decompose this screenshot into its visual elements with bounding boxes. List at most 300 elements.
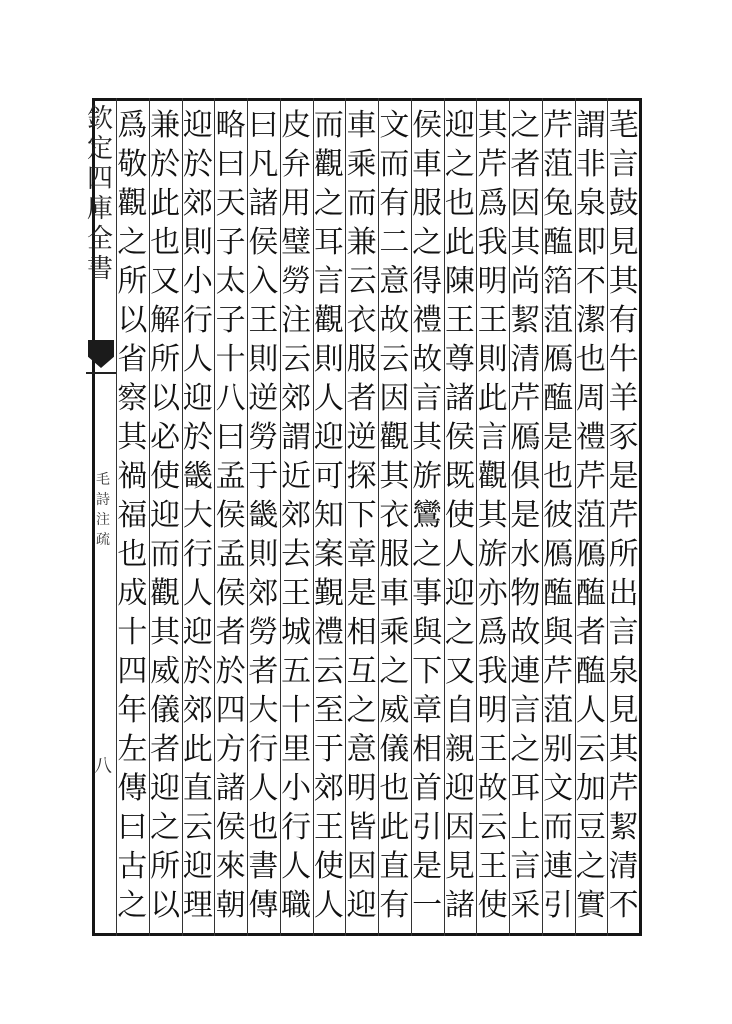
text-char: 明 bbox=[477, 264, 508, 299]
text-char: 小 bbox=[182, 264, 213, 299]
text-char: 不 bbox=[608, 888, 639, 923]
text-char: 車 bbox=[346, 108, 377, 143]
text-char: 亦 bbox=[477, 576, 508, 611]
text-char: 醢 bbox=[543, 576, 574, 611]
text-char: 十 bbox=[215, 342, 246, 377]
text-char: 郊 bbox=[182, 186, 213, 221]
text-char: 者 bbox=[346, 381, 377, 416]
text-char: 互 bbox=[346, 654, 377, 689]
text-char: 泉 bbox=[575, 186, 606, 221]
text-char: 醢 bbox=[543, 381, 574, 416]
text-char: 是 bbox=[346, 576, 377, 611]
text-char: 相 bbox=[346, 615, 377, 650]
text-char: 則 bbox=[182, 225, 213, 260]
chapter-label bbox=[92, 470, 114, 560]
text-char: 侯 bbox=[444, 420, 475, 455]
text-char: 有 bbox=[379, 888, 410, 923]
text-char: 迎 bbox=[182, 381, 213, 416]
text-char: 禮 bbox=[575, 420, 606, 455]
text-char: 尚 bbox=[510, 264, 541, 299]
text-char: 箔 bbox=[543, 264, 574, 299]
text-char: 勞 bbox=[281, 264, 312, 299]
text-char: 首 bbox=[412, 771, 443, 806]
text-char: 菹 bbox=[543, 147, 574, 182]
text-char: 因 bbox=[510, 186, 541, 221]
text-char: 衣 bbox=[379, 498, 410, 533]
text-char: 芹 bbox=[608, 771, 639, 806]
text-char: 皆 bbox=[346, 810, 377, 845]
text-char: 行 bbox=[182, 303, 213, 338]
text-char: 其 bbox=[608, 264, 639, 299]
text-char: 因 bbox=[379, 381, 410, 416]
text-char: 意 bbox=[379, 264, 410, 299]
text-char: 人 bbox=[281, 849, 312, 884]
text-char: 鼓 bbox=[608, 186, 639, 221]
text-char: 而 bbox=[313, 108, 344, 143]
text-char: 者 bbox=[150, 732, 181, 767]
text-char: 曰 bbox=[215, 147, 246, 182]
text-char: 人 bbox=[575, 693, 606, 728]
text-char: 鴈 bbox=[575, 537, 606, 572]
text-char: 云 bbox=[575, 732, 606, 767]
text-char: 此 bbox=[150, 186, 181, 221]
text-char: 清 bbox=[510, 342, 541, 377]
text-char: 勞 bbox=[248, 420, 279, 455]
text-char: 直 bbox=[182, 771, 213, 806]
text-char: 略 bbox=[215, 108, 246, 143]
text-char: 王 bbox=[248, 303, 279, 338]
text-char: 十 bbox=[281, 693, 312, 728]
text-char: 衣 bbox=[346, 303, 377, 338]
text-char: 人 bbox=[182, 342, 213, 377]
text-char: 章 bbox=[412, 693, 443, 728]
text-char: 是 bbox=[608, 459, 639, 494]
text-char: 也 bbox=[117, 537, 148, 572]
heading-char: 書 bbox=[86, 254, 113, 284]
text-char: 此 bbox=[477, 381, 508, 416]
text-char: 里 bbox=[281, 732, 312, 767]
text-char: 豕 bbox=[608, 420, 639, 455]
text-char: 行 bbox=[182, 537, 213, 572]
text-char: 鴈 bbox=[510, 420, 541, 455]
text-char: 下 bbox=[346, 498, 377, 533]
heading-char: 定 bbox=[86, 134, 113, 164]
text-column bbox=[180, 106, 216, 926]
text-char: 乘 bbox=[346, 147, 377, 182]
text-char: 年 bbox=[117, 693, 148, 728]
text-char: 陳 bbox=[444, 264, 475, 299]
text-char: 子 bbox=[215, 303, 246, 338]
text-char: 之 bbox=[117, 225, 148, 260]
text-char: 謂 bbox=[575, 108, 606, 143]
text-char: 爲 bbox=[477, 186, 508, 221]
text-char: 也 bbox=[150, 225, 181, 260]
text-column bbox=[507, 106, 543, 926]
text-char: 芹 bbox=[477, 147, 508, 182]
text-char: 出 bbox=[608, 576, 639, 611]
text-char: 實 bbox=[575, 888, 606, 923]
text-char: 故 bbox=[510, 615, 541, 650]
text-column bbox=[114, 106, 150, 926]
text-char: 之 bbox=[444, 147, 475, 182]
text-char: 爲 bbox=[477, 615, 508, 650]
text-char: 所 bbox=[150, 849, 181, 884]
text-char: 芹 bbox=[575, 459, 606, 494]
chapter-label-char: 注 bbox=[96, 512, 110, 528]
heading-char: 四 bbox=[86, 164, 113, 194]
text-char: 於 bbox=[182, 654, 213, 689]
text-char: 因 bbox=[346, 849, 377, 884]
text-char: 明 bbox=[477, 693, 508, 728]
text-char: 使 bbox=[477, 888, 508, 923]
text-char: 言 bbox=[608, 615, 639, 650]
text-char: 敬 bbox=[117, 147, 148, 182]
text-char: 見 bbox=[608, 693, 639, 728]
text-char: 侯 bbox=[215, 810, 246, 845]
text-char: 菹 bbox=[543, 693, 574, 728]
text-char: 章 bbox=[346, 537, 377, 572]
text-char: 我 bbox=[477, 654, 508, 689]
text-char: 人 bbox=[444, 537, 475, 572]
text-char: 侯 bbox=[215, 498, 246, 533]
text-char: 也 bbox=[248, 810, 279, 845]
text-char: 又 bbox=[150, 264, 181, 299]
text-char: 小 bbox=[281, 771, 312, 806]
text-char: 方 bbox=[215, 732, 246, 767]
text-char: 必 bbox=[150, 420, 181, 455]
text-char: 故 bbox=[412, 342, 443, 377]
text-char: 畿 bbox=[182, 459, 213, 494]
text-char: 迎 bbox=[346, 888, 377, 923]
text-char: 觀 bbox=[150, 576, 181, 611]
text-char: 古 bbox=[117, 849, 148, 884]
text-column bbox=[540, 106, 576, 926]
text-column bbox=[213, 106, 249, 926]
text-char: 之 bbox=[412, 225, 443, 260]
text-char: 五 bbox=[281, 654, 312, 689]
page-number: 八 bbox=[94, 756, 112, 777]
text-char: 于 bbox=[248, 459, 279, 494]
chapter-label-char: 疏 bbox=[96, 532, 110, 548]
text-char: 服 bbox=[346, 342, 377, 377]
text-column bbox=[344, 106, 380, 926]
text-char: 畿 bbox=[248, 498, 279, 533]
text-column bbox=[475, 106, 511, 926]
text-char: 即 bbox=[575, 225, 606, 260]
text-char: 以 bbox=[117, 303, 148, 338]
text-char: 乘 bbox=[379, 615, 410, 650]
text-char: 醢 bbox=[543, 225, 574, 260]
text-char: 明 bbox=[346, 771, 377, 806]
text-char: 迎 bbox=[313, 420, 344, 455]
text-char: 因 bbox=[444, 810, 475, 845]
text-char: 侯 bbox=[412, 108, 443, 143]
text-char: 用 bbox=[281, 186, 312, 221]
text-char: 所 bbox=[608, 537, 639, 572]
text-char: 理 bbox=[182, 888, 213, 923]
text-char: 郊 bbox=[182, 693, 213, 728]
text-char: 周 bbox=[575, 381, 606, 416]
text-char: 自 bbox=[444, 693, 475, 728]
text-char: 之 bbox=[412, 537, 443, 572]
text-char: 絜 bbox=[608, 810, 639, 845]
text-char: 迎 bbox=[444, 576, 475, 611]
text-char: 言 bbox=[477, 420, 508, 455]
text-char: 以 bbox=[150, 888, 181, 923]
text-char: 近 bbox=[281, 459, 312, 494]
text-char: 使 bbox=[150, 459, 181, 494]
text-char: 太 bbox=[215, 264, 246, 299]
text-char: 所 bbox=[150, 342, 181, 377]
text-column bbox=[278, 106, 314, 926]
text-char: 而 bbox=[379, 147, 410, 182]
text-char: 書 bbox=[248, 849, 279, 884]
text-char: 迎 bbox=[150, 771, 181, 806]
text-char: 則 bbox=[248, 342, 279, 377]
text-char: 有 bbox=[608, 303, 639, 338]
text-char: 諸 bbox=[444, 381, 475, 416]
text-char: 之 bbox=[510, 108, 541, 143]
text-char: 其 bbox=[477, 108, 508, 143]
text-char: 使 bbox=[313, 849, 344, 884]
text-char: 是 bbox=[510, 498, 541, 533]
text-char: 璧 bbox=[281, 225, 312, 260]
text-char: 王 bbox=[281, 576, 312, 611]
text-char: 意 bbox=[346, 732, 377, 767]
text-column bbox=[311, 106, 347, 926]
text-char: 兼 bbox=[346, 225, 377, 260]
text-char: 服 bbox=[412, 186, 443, 221]
text-char: 直 bbox=[379, 849, 410, 884]
text-char: 連 bbox=[510, 654, 541, 689]
text-char: 職 bbox=[281, 888, 312, 923]
text-char: 注 bbox=[281, 303, 312, 338]
text-char: 也 bbox=[543, 459, 574, 494]
text-char: 察 bbox=[117, 381, 148, 416]
text-char: 物 bbox=[510, 576, 541, 611]
text-char: 解 bbox=[150, 303, 181, 338]
text-char: 芹 bbox=[608, 498, 639, 533]
text-char: 言 bbox=[510, 849, 541, 884]
text-char: 得 bbox=[412, 264, 443, 299]
text-char: 此 bbox=[182, 732, 213, 767]
text-char: 云 bbox=[379, 342, 410, 377]
text-char: 王 bbox=[313, 810, 344, 845]
text-char: 車 bbox=[379, 576, 410, 611]
text-char: 其 bbox=[150, 615, 181, 650]
text-char: 迎 bbox=[182, 849, 213, 884]
text-char: 人 bbox=[313, 381, 344, 416]
text-char: 侯 bbox=[248, 225, 279, 260]
text-char: 泉 bbox=[608, 654, 639, 689]
text-char: 菹 bbox=[575, 498, 606, 533]
text-char: 言 bbox=[412, 381, 443, 416]
text-char: 耳 bbox=[510, 771, 541, 806]
text-column bbox=[245, 106, 281, 926]
text-char: 四 bbox=[117, 654, 148, 689]
text-char: 迎 bbox=[182, 615, 213, 650]
text-char: 兼 bbox=[150, 108, 181, 143]
text-char: 云 bbox=[313, 654, 344, 689]
text-char: 芹 bbox=[543, 108, 574, 143]
text-char: 省 bbox=[117, 342, 148, 377]
text-char: 大 bbox=[248, 693, 279, 728]
text-char: 人 bbox=[313, 888, 344, 923]
text-char: 親 bbox=[444, 732, 475, 767]
text-char: 絜 bbox=[510, 303, 541, 338]
text-char: 郊 bbox=[281, 381, 312, 416]
text-char: 也 bbox=[379, 771, 410, 806]
text-char: 覲 bbox=[313, 576, 344, 611]
text-char: 也 bbox=[444, 186, 475, 221]
text-char: 皮 bbox=[281, 108, 312, 143]
text-char: 案 bbox=[313, 537, 344, 572]
text-char: 非 bbox=[575, 147, 606, 182]
text-char: 觀 bbox=[379, 420, 410, 455]
text-char: 傳 bbox=[248, 888, 279, 923]
text-char: 觀 bbox=[313, 147, 344, 182]
text-char: 觀 bbox=[477, 459, 508, 494]
text-char: 尊 bbox=[444, 342, 475, 377]
text-char: 人 bbox=[182, 576, 213, 611]
text-char: 其 bbox=[608, 732, 639, 767]
text-char: 文 bbox=[543, 771, 574, 806]
text-char: 勞 bbox=[248, 615, 279, 650]
text-char: 又 bbox=[444, 654, 475, 689]
text-char: 故 bbox=[379, 303, 410, 338]
text-char: 芹 bbox=[543, 654, 574, 689]
fishtail-rule bbox=[86, 372, 116, 374]
text-char: 連 bbox=[543, 849, 574, 884]
text-char: 觀 bbox=[313, 303, 344, 338]
text-char: 有 bbox=[379, 186, 410, 221]
text-char: 鴈 bbox=[543, 342, 574, 377]
chapter-label-char: 毛 bbox=[96, 472, 110, 488]
text-char: 左 bbox=[117, 732, 148, 767]
text-char: 於 bbox=[182, 147, 213, 182]
text-char: 醢 bbox=[575, 654, 606, 689]
text-char: 孟 bbox=[215, 459, 246, 494]
text-char: 威 bbox=[150, 654, 181, 689]
text-char: 鸞 bbox=[412, 498, 443, 533]
text-char: 見 bbox=[444, 849, 475, 884]
text-column bbox=[442, 106, 478, 926]
text-char: 言 bbox=[313, 264, 344, 299]
chapter-label-char: 詩 bbox=[96, 492, 110, 508]
text-char: 王 bbox=[444, 303, 475, 338]
text-char: 四 bbox=[215, 693, 246, 728]
text-char: 郊 bbox=[313, 771, 344, 806]
text-char: 諸 bbox=[444, 888, 475, 923]
text-column bbox=[573, 106, 609, 926]
text-char: 王 bbox=[477, 303, 508, 338]
text-char: 上 bbox=[510, 810, 541, 845]
text-char: 而 bbox=[346, 186, 377, 221]
text-char: 於 bbox=[215, 654, 246, 689]
text-char: 人 bbox=[248, 771, 279, 806]
text-char: 云 bbox=[346, 264, 377, 299]
text-char: 與 bbox=[412, 615, 443, 650]
text-char: 文 bbox=[379, 108, 410, 143]
text-char: 大 bbox=[182, 498, 213, 533]
text-char: 於 bbox=[182, 420, 213, 455]
text-char: 也 bbox=[575, 342, 606, 377]
text-char: 儀 bbox=[150, 693, 181, 728]
text-char: 子 bbox=[215, 225, 246, 260]
text-char: 之 bbox=[313, 186, 344, 221]
text-char: 俱 bbox=[510, 459, 541, 494]
text-char: 儀 bbox=[379, 732, 410, 767]
text-char: 之 bbox=[379, 654, 410, 689]
text-char: 於 bbox=[150, 147, 181, 182]
text-char: 之 bbox=[510, 732, 541, 767]
text-char: 故 bbox=[477, 771, 508, 806]
text-char: 成 bbox=[117, 576, 148, 611]
text-char: 朝 bbox=[215, 888, 246, 923]
text-char: 菹 bbox=[543, 303, 574, 338]
text-char: 牛 bbox=[608, 342, 639, 377]
text-char: 可 bbox=[313, 459, 344, 494]
text-char: 之 bbox=[444, 615, 475, 650]
text-char: 水 bbox=[510, 537, 541, 572]
text-char: 十 bbox=[117, 615, 148, 650]
text-char: 言 bbox=[608, 147, 639, 182]
text-char: 服 bbox=[379, 537, 410, 572]
text-char: 采 bbox=[510, 888, 541, 923]
text-char: 言 bbox=[510, 693, 541, 728]
text-char: 耳 bbox=[313, 225, 344, 260]
text-char: 下 bbox=[412, 654, 443, 689]
text-char: 迎 bbox=[444, 108, 475, 143]
text-char: 則 bbox=[248, 537, 279, 572]
text-char: 引 bbox=[543, 888, 574, 923]
text-char: 之 bbox=[150, 810, 181, 845]
text-char: 而 bbox=[150, 537, 181, 572]
text-column bbox=[409, 106, 445, 926]
text-char: 者 bbox=[248, 654, 279, 689]
text-column bbox=[376, 106, 412, 926]
text-char: 八 bbox=[215, 381, 246, 416]
text-char: 知 bbox=[313, 498, 344, 533]
text-char: 芼 bbox=[608, 108, 639, 143]
book-title-heading bbox=[86, 104, 114, 334]
text-column bbox=[606, 106, 642, 926]
text-char: 一 bbox=[412, 888, 443, 923]
text-char: 郊 bbox=[281, 498, 312, 533]
text-char: 鴈 bbox=[543, 537, 574, 572]
text-char: 郊 bbox=[248, 576, 279, 611]
text-char: 與 bbox=[543, 615, 574, 650]
text-char: 羊 bbox=[608, 381, 639, 416]
text-char: 所 bbox=[117, 264, 148, 299]
text-char: 不 bbox=[575, 264, 606, 299]
text-char: 旂 bbox=[477, 537, 508, 572]
text-char: 之 bbox=[575, 849, 606, 884]
text-char: 之 bbox=[117, 888, 148, 923]
text-char: 侯 bbox=[215, 576, 246, 611]
text-char: 見 bbox=[608, 225, 639, 260]
text-char: 禍 bbox=[117, 459, 148, 494]
text-char: 爲 bbox=[117, 108, 148, 143]
text-char: 凡 bbox=[248, 147, 279, 182]
text-char: 諸 bbox=[248, 186, 279, 221]
text-char: 則 bbox=[313, 342, 344, 377]
text-char: 其 bbox=[412, 420, 443, 455]
text-char: 禮 bbox=[412, 303, 443, 338]
text-char: 豆 bbox=[575, 810, 606, 845]
text-char: 行 bbox=[248, 732, 279, 767]
text-char: 旂 bbox=[412, 459, 443, 494]
